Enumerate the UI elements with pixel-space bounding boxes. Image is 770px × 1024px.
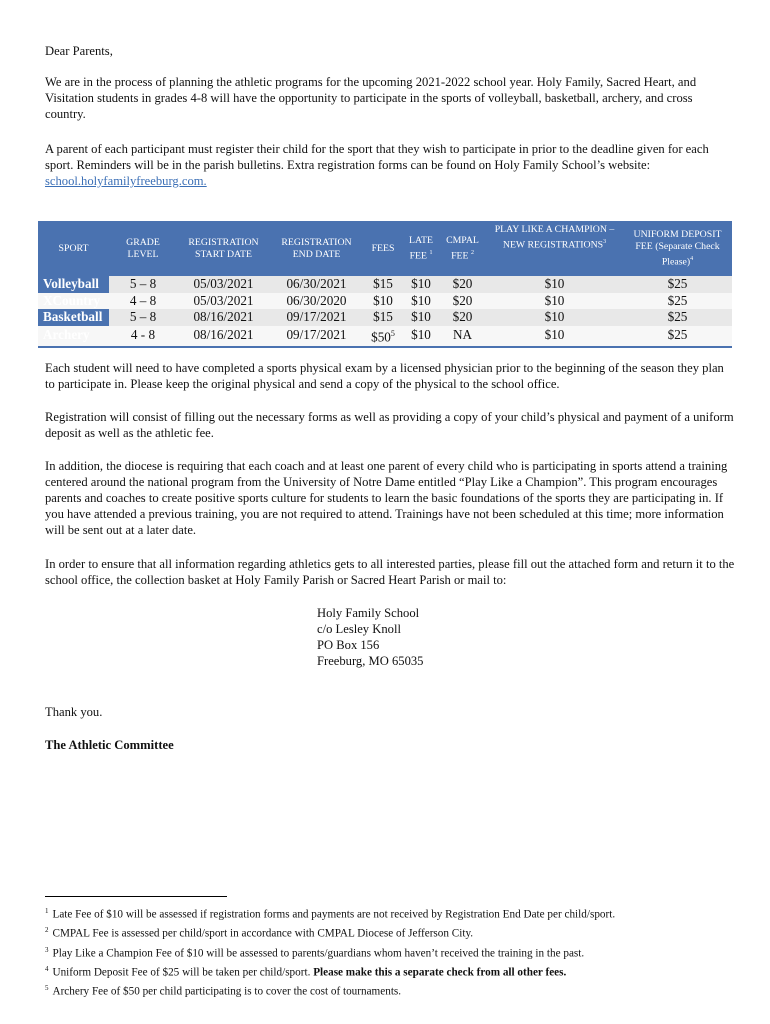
table-row [38,276,732,293]
cell-sport: Archery [38,326,109,347]
cell-fees: $15 [363,309,403,326]
cell-end: 09/17/2021 [270,326,363,347]
cell-uniform: $25 [623,309,732,326]
registration-paragraph [45,141,735,189]
registration-requirements-paragraph: Registration will consist of filling out the necessary forms as well as providing a copy of your child’s physical and payment of a uniform deposit as well as the athletic fee. [45,410,734,440]
cell-sport: Basketball [38,309,109,326]
header-late-fee: LATE FEE $^1$ [403,221,439,276]
cell-plac: $10 [486,276,623,293]
cell-late: $10 [403,293,439,310]
footnote: $^3$ Play Like a Champion Fee of $10 will be assessed to parents/guardians whom haven’t received the training in the past. [45,945,585,960]
footnote: $^4$ Uniform Deposit Fee of $25 will be taken per child/sport. Please make this a separate check from all other fees. [45,964,567,979]
signature: The Athletic Committee [45,738,174,752]
cell-grade: 5 – 8 [109,276,177,293]
table-row [38,326,732,347]
header-reg-end: REGISTRATION END DATE [270,221,363,276]
cell-uniform: $25 [623,293,732,310]
training-paragraph: In addition, the diocese is requiring that each coach and at least one parent of every child who is participating in sports attend a training centered around the national program from the University of Notre Dame entitled “Play Like a Champion”. This program encourages parents and coaches to create positive sports culture for students to learn the basic foundations of the sports they are participating in. If you have attended a previous training, you are not required to attend. Trainings have not been scheduled at this time; more information will be sent out at a later date. [45,459,728,537]
intro-paragraph: We are in the process of planning the athletic programs for the upcoming 2021-2022 school year. Holy Family, Sacred Heart, and Visitation students in grades 4-8 will have the opportunity to participate in the sports of volleyball, basketball, archery, and cross country. [45,75,697,121]
cell-start: 05/03/2021 [177,276,270,293]
table-header-row [38,221,732,276]
footnote: $^5$ Archery Fee of $50 per child participating is to cover the cost of tournaments. [45,984,402,999]
cell-plac: $10 [486,293,623,310]
header-grade: GRADE LEVEL [109,221,177,276]
cell-start: 05/03/2021 [177,293,270,310]
address-line: Holy Family School [317,606,420,620]
footnotes [45,904,745,1001]
header-sport: SPORT [38,221,109,276]
table-row [38,293,732,310]
cell-plac: $10 [486,326,623,347]
mailing-paragraph: In order to ensure that all information regarding athletics gets to all interested parties, please fill out the attached form and return it to the school office, the collection basket at Holy Family Parish or Sacred Heart Parish or mail to: [45,557,735,587]
cell-grade: 4 - 8 [109,326,177,347]
header-reg-start: REGISTRATION START DATE [177,221,270,276]
cell-grade: 4 – 8 [109,293,177,310]
cell-cmpal: $20 [439,309,486,326]
cell-fees: $\$50^5$ [363,326,403,347]
cell-late: $10 [403,326,439,347]
cell-start: 08/16/2021 [177,326,270,347]
cell-cmpal: $20 [439,276,486,293]
header-fees: FEES [363,221,403,276]
thank-you: Thank you. [45,705,103,719]
table-row [38,309,732,326]
cell-fees: $10 [363,293,403,310]
cell-end: 06/30/2021 [270,276,363,293]
physical-exam-paragraph: Each student will need to have completed a sports physical exam by a licensed physician prior to the beginning of the season they plan to participate in. Please keep the original physical and send a copy of the physical to the school office. [45,361,724,391]
cell-late: $10 [403,276,439,293]
cell-sport: Volleyball [38,276,109,293]
cell-uniform: $25 [623,276,732,293]
address-line: Freeburg, MO 65035 [317,654,424,668]
cell-grade: 5 – 8 [109,309,177,326]
registration-text: A parent of each participant must register their child for the sport that they wish to participate in prior to the deadline given for each sport. Reminders will be in the parish bulletins. Extra registration forms can be found on Holy Family School’s website: [45,142,709,172]
sports-fee-table [38,221,732,348]
fees-footnote-marker: 5 [390,328,395,338]
cell-sport: XCountry [38,293,109,310]
cell-uniform: $25 [623,326,732,347]
cell-cmpal: $20 [439,293,486,310]
cell-end: 09/17/2021 [270,309,363,326]
header-cmpal-fee: CMPAL FEE $^2$ [439,221,486,276]
cell-late: $10 [403,309,439,326]
cell-plac: $10 [486,309,623,326]
header-play-like-champion: PLAY LIKE A CHAMPION – NEW REGISTRATIONS$^3$ [486,221,623,276]
footnote-divider [45,896,227,897]
school-website-link[interactable]: school.holyfamilyfreeburg.com. [45,174,207,188]
address-line: c/o Lesley Knoll [317,622,401,636]
header-uniform-deposit: UNIFORM DEPOSIT FEE (Separate Check Please)$^4$ [623,221,732,276]
cell-start: 08/16/2021 [177,309,270,326]
cell-end: 06/30/2020 [270,293,363,310]
footnote: $^1$ Late Fee of $10 will be assessed if registration forms and payments are not received by Registration End Date per child/sport. [45,907,616,921]
cell-cmpal: NA [439,326,486,347]
footnote: $^2$ CMPAL Fee is assessed per child/sport in accordance with CMPAL Diocese of Jefferson City. [45,926,474,941]
mailing-address [317,605,423,669]
greeting: Dear Parents, [45,44,113,58]
cell-fees: $15 [363,276,403,293]
address-line: PO Box 156 [317,638,380,652]
